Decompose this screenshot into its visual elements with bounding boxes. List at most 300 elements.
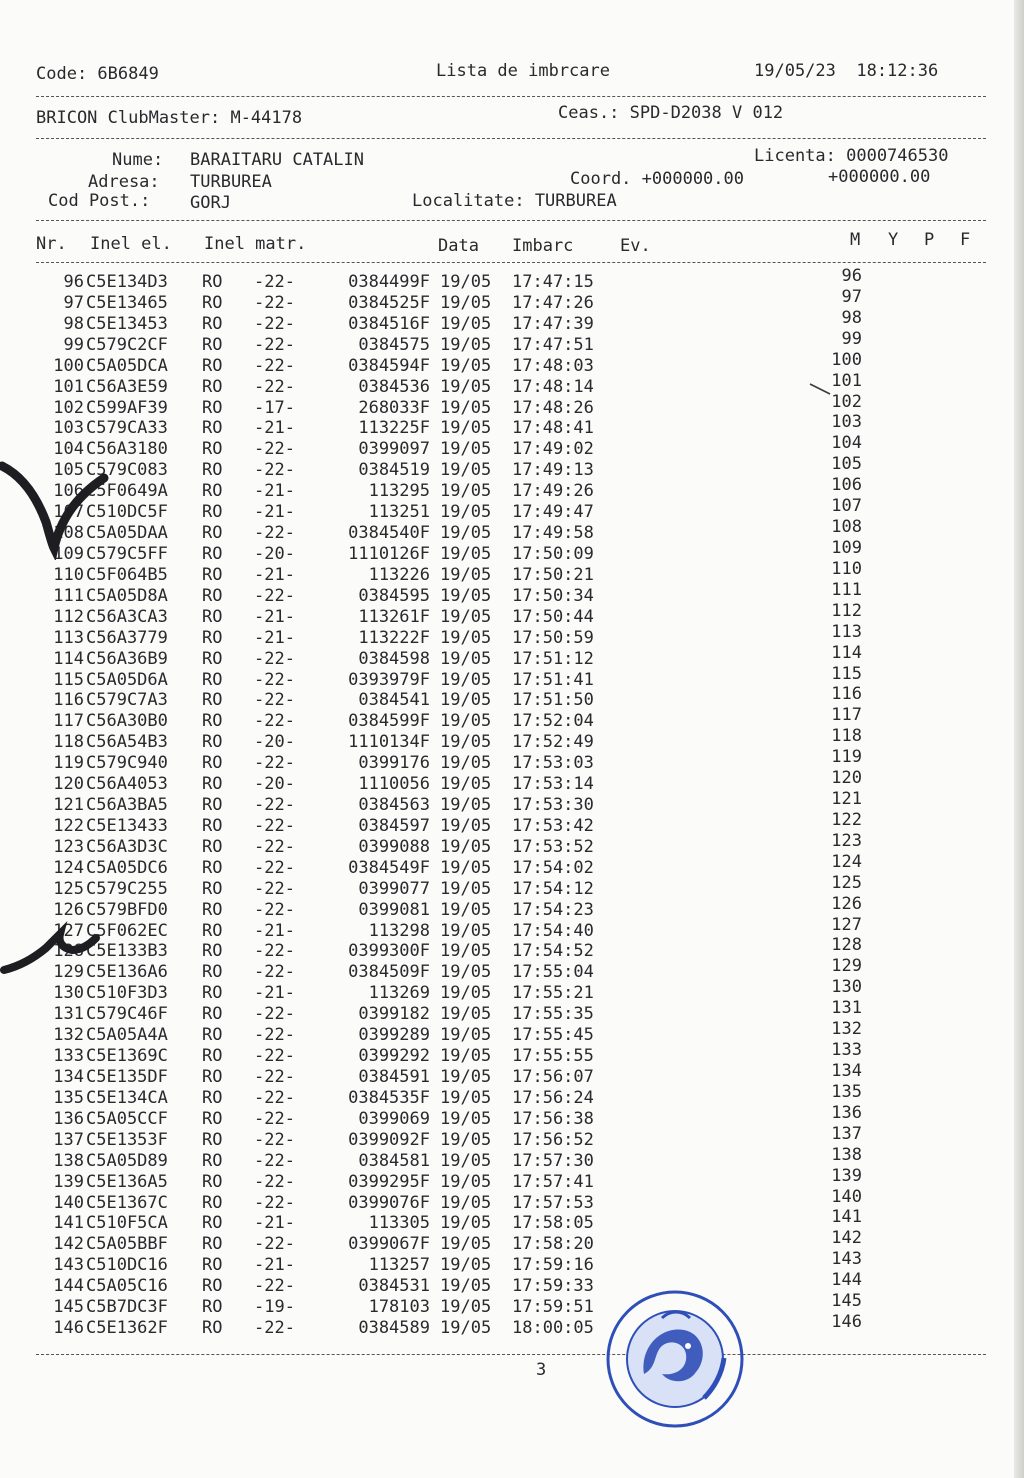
arrival-date: 19/05 bbox=[440, 1087, 492, 1108]
row-nr: 133 bbox=[53, 1046, 84, 1066]
row-nr: 144 bbox=[53, 1276, 84, 1297]
col-m: M bbox=[850, 230, 861, 250]
arrival-date: 19/05 bbox=[440, 564, 492, 585]
ring-electronic: C56A4053 bbox=[86, 774, 168, 795]
ring-electronic: C5A05DC6 bbox=[86, 857, 168, 878]
arrival-date: 19/05 bbox=[440, 376, 492, 397]
arrival-date: 19/05 bbox=[440, 774, 492, 795]
ring-serial: 0399097 bbox=[358, 439, 430, 460]
position-m: 108 bbox=[831, 517, 862, 537]
ring-country: RO bbox=[202, 857, 223, 878]
ring-country: RO bbox=[202, 1297, 223, 1318]
code-label: Code: 6B6849 bbox=[36, 64, 159, 84]
arrival-date: 19/05 bbox=[440, 1318, 492, 1338]
arrival-time: 17:54:02 bbox=[512, 857, 594, 878]
ring-serial: 0384589 bbox=[358, 1318, 430, 1338]
arrival-date: 19/05 bbox=[440, 815, 492, 836]
arrival-time: 17:57:41 bbox=[512, 1171, 594, 1192]
arrival-time: 17:48:41 bbox=[512, 418, 594, 439]
ring-serial: 0399289 bbox=[358, 1025, 430, 1046]
ring-year: -21- bbox=[254, 1255, 295, 1276]
arrival-time: 17:55:21 bbox=[512, 983, 594, 1004]
ring-year: -22- bbox=[254, 1108, 295, 1129]
col-inel-el: Inel el. bbox=[90, 234, 172, 254]
coordinates-second: +000000.00 bbox=[828, 167, 931, 187]
ring-electronic: C56A3E59 bbox=[86, 376, 168, 397]
position-m: 101 bbox=[831, 370, 862, 391]
position-m: 123 bbox=[831, 830, 862, 851]
page-number: 3 bbox=[536, 1360, 547, 1380]
ring-serial: 0399077 bbox=[358, 878, 430, 899]
ring-electronic: C5E1367C bbox=[86, 1192, 168, 1213]
ring-country: RO bbox=[202, 544, 223, 564]
position-m: 126 bbox=[831, 893, 862, 914]
ring-serial: 0384597 bbox=[358, 815, 430, 836]
arrival-time: 17:56:52 bbox=[512, 1129, 594, 1150]
position-m: 125 bbox=[831, 872, 862, 893]
ring-year: -22- bbox=[254, 376, 295, 397]
ring-year: -22- bbox=[254, 355, 295, 376]
ring-serial: 0384540F bbox=[348, 523, 430, 543]
ring-country: RO bbox=[202, 397, 223, 418]
arrival-date: 19/05 bbox=[440, 1129, 492, 1150]
ring-electronic: C5E134D3 bbox=[86, 272, 168, 292]
position-m: 99 bbox=[841, 328, 862, 349]
ring-year: -22- bbox=[254, 753, 295, 774]
col-data: Data bbox=[438, 236, 479, 256]
row-nr: 141 bbox=[53, 1213, 84, 1234]
ring-country: RO bbox=[202, 564, 223, 585]
ring-country: RO bbox=[202, 1150, 223, 1171]
row-nr: 112 bbox=[53, 606, 84, 627]
ring-country: RO bbox=[202, 627, 223, 648]
ring-country: RO bbox=[202, 1255, 223, 1276]
arrival-time: 17:53:03 bbox=[512, 753, 594, 774]
ring-electronic: C579BFD0 bbox=[86, 899, 168, 920]
ring-year: -22- bbox=[254, 1318, 295, 1338]
arrival-time: 17:53:42 bbox=[512, 815, 594, 836]
arrival-date: 19/05 bbox=[440, 334, 492, 355]
ring-serial: 0384549F bbox=[348, 857, 430, 878]
row-nr: 132 bbox=[53, 1025, 84, 1046]
arrival-date: 19/05 bbox=[440, 711, 492, 732]
ring-electronic: C5E133B3 bbox=[86, 941, 168, 962]
row-nr: 119 bbox=[53, 753, 84, 774]
arrival-time: 17:51:12 bbox=[512, 648, 594, 669]
ring-year: -20- bbox=[254, 732, 295, 753]
ring-year: -17- bbox=[254, 397, 295, 418]
ring-electronic: C5A05CCF bbox=[86, 1108, 168, 1129]
ring-country: RO bbox=[202, 732, 223, 753]
owner-name: BARAITARU CATALIN bbox=[190, 150, 364, 170]
ring-year: -22- bbox=[254, 1150, 295, 1171]
ring-serial: 0399069 bbox=[358, 1108, 430, 1129]
ring-country: RO bbox=[202, 313, 223, 334]
arrival-time: 17:50:21 bbox=[512, 564, 594, 585]
ring-country: RO bbox=[202, 878, 223, 899]
ring-year: -21- bbox=[254, 983, 295, 1004]
position-m: 146 bbox=[831, 1312, 862, 1332]
ring-electronic: C5E13465 bbox=[86, 292, 168, 313]
ring-electronic: C599AF39 bbox=[86, 397, 168, 418]
arrival-date: 19/05 bbox=[440, 795, 492, 815]
ring-year: -22- bbox=[254, 711, 295, 732]
arrival-date: 19/05 bbox=[440, 544, 492, 564]
arrival-date: 19/05 bbox=[440, 1150, 492, 1171]
ring-country: RO bbox=[202, 648, 223, 669]
position-m: 144 bbox=[831, 1270, 862, 1291]
row-nr: 129 bbox=[53, 962, 84, 983]
position-m: 119 bbox=[831, 747, 862, 768]
row-nr: 115 bbox=[53, 669, 84, 690]
position-m: 116 bbox=[831, 684, 862, 705]
row-nr: 101 bbox=[53, 376, 84, 397]
row-nr: 109 bbox=[53, 544, 84, 564]
ring-electronic: C5A05C16 bbox=[86, 1276, 168, 1297]
ring-electronic: C579CA33 bbox=[86, 418, 168, 439]
ring-year: -22- bbox=[254, 313, 295, 334]
ring-country: RO bbox=[202, 1213, 223, 1234]
row-nr: 116 bbox=[53, 690, 84, 711]
ring-year: -21- bbox=[254, 920, 295, 941]
row-nr: 96 bbox=[63, 272, 84, 292]
ring-serial: 268033F bbox=[358, 397, 430, 418]
arrival-date: 19/05 bbox=[440, 753, 492, 774]
ring-serial: 113295 bbox=[368, 481, 430, 502]
position-m: 118 bbox=[831, 726, 862, 747]
ring-electronic: C56A3BA5 bbox=[86, 795, 168, 815]
arrival-date: 19/05 bbox=[440, 481, 492, 502]
ring-country: RO bbox=[202, 899, 223, 920]
arrival-date: 19/05 bbox=[440, 606, 492, 627]
position-m: 133 bbox=[831, 1040, 862, 1060]
position-m: 137 bbox=[831, 1123, 862, 1144]
ring-electronic: C579C083 bbox=[86, 460, 168, 481]
ring-serial: 113257 bbox=[368, 1255, 430, 1276]
arrival-date: 19/05 bbox=[440, 502, 492, 523]
ring-serial: 0399295F bbox=[348, 1171, 430, 1192]
ring-country: RO bbox=[202, 941, 223, 962]
row-nr: 130 bbox=[53, 983, 84, 1004]
ring-country: RO bbox=[202, 481, 223, 502]
ring-serial: 0384509F bbox=[348, 962, 430, 983]
ring-serial: 0399182 bbox=[358, 1004, 430, 1025]
ring-electronic: C56A3CA3 bbox=[86, 606, 168, 627]
arrival-time: 17:56:07 bbox=[512, 1067, 594, 1087]
nume-label: Nume: bbox=[112, 150, 164, 170]
ring-year: -22- bbox=[254, 1025, 295, 1046]
table-row bbox=[0, 1312, 1000, 1339]
row-nr: 131 bbox=[53, 1004, 84, 1025]
adresa-label: Adresa: bbox=[88, 172, 160, 192]
ring-serial: 113261F bbox=[358, 606, 430, 627]
separator bbox=[36, 262, 986, 263]
position-m: 135 bbox=[831, 1081, 862, 1102]
row-nr: 126 bbox=[53, 899, 84, 920]
ring-year: -22- bbox=[254, 690, 295, 711]
ring-year: -22- bbox=[254, 1171, 295, 1192]
arrival-date: 19/05 bbox=[440, 292, 492, 313]
arrival-date: 19/05 bbox=[440, 1213, 492, 1234]
ring-serial: 0384535F bbox=[348, 1087, 430, 1108]
col-f: F bbox=[960, 230, 971, 250]
ring-country: RO bbox=[202, 983, 223, 1004]
arrival-date: 19/05 bbox=[440, 313, 492, 334]
arrival-time: 17:54:52 bbox=[512, 941, 594, 962]
row-nr: 138 bbox=[53, 1150, 84, 1171]
ring-serial: 0399092F bbox=[348, 1129, 430, 1150]
ring-serial: 0399300F bbox=[348, 941, 430, 962]
ring-electronic: C5B7DC3F bbox=[86, 1297, 168, 1318]
row-nr: 118 bbox=[53, 732, 84, 753]
ring-serial: 113269 bbox=[368, 983, 430, 1004]
ring-serial: 1110126F bbox=[348, 544, 430, 564]
ring-year: -22- bbox=[254, 460, 295, 481]
ring-serial: 0399081 bbox=[358, 899, 430, 920]
ring-country: RO bbox=[202, 502, 223, 523]
row-nr: 104 bbox=[53, 439, 84, 460]
tick-mark-icon bbox=[0, 460, 110, 560]
arrival-date: 19/05 bbox=[440, 836, 492, 857]
ring-electronic: C5F0649A bbox=[86, 481, 168, 502]
ring-serial: 0384519 bbox=[358, 460, 430, 481]
ring-year: -21- bbox=[254, 606, 295, 627]
separator bbox=[36, 96, 986, 97]
ring-country: RO bbox=[202, 690, 223, 711]
row-nr: 97 bbox=[63, 292, 84, 313]
arrival-time: 17:53:52 bbox=[512, 836, 594, 857]
arrival-date: 19/05 bbox=[440, 1067, 492, 1087]
ring-year: -22- bbox=[254, 585, 295, 606]
row-nr: 114 bbox=[53, 648, 84, 669]
ring-year: -22- bbox=[254, 962, 295, 983]
arrival-date: 19/05 bbox=[440, 272, 492, 292]
position-m: 106 bbox=[831, 475, 862, 496]
ring-year: -22- bbox=[254, 1046, 295, 1066]
ring-year: -22- bbox=[254, 857, 295, 878]
ring-country: RO bbox=[202, 418, 223, 439]
arrival-date: 19/05 bbox=[440, 1171, 492, 1192]
arrival-time: 17:48:03 bbox=[512, 355, 594, 376]
col-p: P bbox=[924, 230, 935, 250]
ring-serial: 0384541 bbox=[358, 690, 430, 711]
arrival-time: 17:59:51 bbox=[512, 1297, 594, 1318]
ring-country: RO bbox=[202, 376, 223, 397]
arrival-date: 19/05 bbox=[440, 962, 492, 983]
arrival-date: 19/05 bbox=[440, 1108, 492, 1129]
ring-country: RO bbox=[202, 523, 223, 543]
ring-year: -22- bbox=[254, 523, 295, 543]
ring-electronic: C5A05A4A bbox=[86, 1025, 168, 1046]
ring-electronic: C56A30B0 bbox=[86, 711, 168, 732]
ring-electronic: C5F062EC bbox=[86, 920, 168, 941]
position-m: 103 bbox=[831, 412, 862, 433]
ring-electronic: C5E136A6 bbox=[86, 962, 168, 983]
ring-serial: 0384531 bbox=[358, 1276, 430, 1297]
ring-country: RO bbox=[202, 1192, 223, 1213]
position-m: 121 bbox=[831, 789, 862, 809]
arrival-date: 19/05 bbox=[440, 920, 492, 941]
position-m: 102 bbox=[831, 391, 862, 412]
ring-year: -20- bbox=[254, 774, 295, 795]
arrival-date: 19/05 bbox=[440, 523, 492, 543]
ring-electronic: C5A05DCA bbox=[86, 355, 168, 376]
position-m: 124 bbox=[831, 851, 862, 872]
ring-country: RO bbox=[202, 962, 223, 983]
ring-electronic: C56A36B9 bbox=[86, 648, 168, 669]
ring-country: RO bbox=[202, 1318, 223, 1338]
position-m: 97 bbox=[841, 286, 862, 307]
arrival-date: 19/05 bbox=[440, 460, 492, 481]
club-stamp-icon bbox=[604, 1288, 746, 1430]
col-nr: Nr. bbox=[36, 234, 67, 254]
ring-serial: 0384591 bbox=[358, 1067, 430, 1087]
arrival-date: 19/05 bbox=[440, 355, 492, 376]
arrival-date: 19/05 bbox=[440, 397, 492, 418]
ring-serial: 0384575 bbox=[358, 334, 430, 355]
codpost-label: Cod Post.: bbox=[48, 191, 151, 211]
ring-country: RO bbox=[202, 460, 223, 481]
ring-serial: 0399088 bbox=[358, 836, 430, 857]
arrival-time: 17:55:04 bbox=[512, 962, 594, 983]
row-nr: 111 bbox=[53, 585, 84, 606]
separator bbox=[36, 138, 986, 139]
ring-year: -21- bbox=[254, 502, 295, 523]
arrival-date: 19/05 bbox=[440, 1255, 492, 1276]
arrival-date: 19/05 bbox=[440, 1234, 492, 1255]
ring-year: -22- bbox=[254, 836, 295, 857]
arrival-time: 17:48:26 bbox=[512, 397, 594, 418]
ring-year: -21- bbox=[254, 1213, 295, 1234]
ring-country: RO bbox=[202, 355, 223, 376]
position-m: 130 bbox=[831, 977, 862, 998]
arrival-time: 17:57:53 bbox=[512, 1192, 594, 1213]
ring-serial: 113222F bbox=[358, 627, 430, 648]
arrival-time: 17:54:23 bbox=[512, 899, 594, 920]
position-m: 138 bbox=[831, 1144, 862, 1165]
row-nr: 125 bbox=[53, 878, 84, 899]
ring-year: -22- bbox=[254, 1192, 295, 1213]
col-y: Y bbox=[888, 230, 899, 250]
position-m: 122 bbox=[831, 809, 862, 830]
arrival-time: 17:50:34 bbox=[512, 585, 594, 606]
arrival-time: 17:47:26 bbox=[512, 292, 594, 313]
position-m: 134 bbox=[831, 1061, 862, 1081]
ring-year: -22- bbox=[254, 815, 295, 836]
ring-year: -21- bbox=[254, 627, 295, 648]
ring-electronic: C56A3D3C bbox=[86, 836, 168, 857]
ring-electronic: C5A05D89 bbox=[86, 1150, 168, 1171]
row-nr: 123 bbox=[53, 836, 84, 857]
ring-electronic: C579C5FF bbox=[86, 544, 168, 564]
row-nr: 146 bbox=[53, 1318, 84, 1338]
ring-serial: 0384563 bbox=[358, 795, 430, 815]
ring-year: -21- bbox=[254, 418, 295, 439]
arrival-time: 17:50:44 bbox=[512, 606, 594, 627]
position-m: 113 bbox=[831, 621, 862, 642]
arrival-time: 17:58:20 bbox=[512, 1234, 594, 1255]
ring-country: RO bbox=[202, 334, 223, 355]
arrival-date: 19/05 bbox=[440, 1046, 492, 1066]
arrival-time: 17:55:45 bbox=[512, 1025, 594, 1046]
ring-country: RO bbox=[202, 272, 223, 292]
ring-country: RO bbox=[202, 815, 223, 836]
license-number: Licenta: 0000746530 bbox=[754, 146, 949, 166]
position-m: 112 bbox=[831, 600, 862, 621]
ring-year: -20- bbox=[254, 544, 295, 564]
ring-country: RO bbox=[202, 1234, 223, 1255]
arrival-time: 17:55:35 bbox=[512, 1004, 594, 1025]
ring-electronic: C579C7A3 bbox=[86, 690, 168, 711]
postal-code: GORJ bbox=[190, 193, 231, 213]
ring-serial: 113298 bbox=[368, 920, 430, 941]
ring-country: RO bbox=[202, 292, 223, 313]
ring-country: RO bbox=[202, 1067, 223, 1087]
position-m: 132 bbox=[831, 1019, 862, 1040]
tick-mark-icon bbox=[0, 920, 100, 980]
ring-electronic: C5E134CA bbox=[86, 1087, 168, 1108]
arrival-time: 17:50:09 bbox=[512, 544, 594, 564]
ring-electronic: C5F064B5 bbox=[86, 564, 168, 585]
row-nr: 139 bbox=[53, 1171, 84, 1192]
ring-country: RO bbox=[202, 585, 223, 606]
arrival-date: 19/05 bbox=[440, 941, 492, 962]
ring-year: -22- bbox=[254, 1087, 295, 1108]
arrival-date: 19/05 bbox=[440, 1297, 492, 1318]
position-m: 110 bbox=[831, 558, 862, 579]
ring-country: RO bbox=[202, 669, 223, 690]
position-m: 111 bbox=[831, 579, 862, 600]
col-inel-matr: Inel matr. bbox=[204, 234, 307, 254]
arrival-time: 17:54:40 bbox=[512, 920, 594, 941]
arrival-time: 17:51:41 bbox=[512, 669, 594, 690]
ring-electronic: C5E135DF bbox=[86, 1067, 168, 1087]
ring-electronic: C5E1362F bbox=[86, 1318, 168, 1338]
arrival-date: 19/05 bbox=[440, 899, 492, 920]
arrival-time: 17:48:14 bbox=[512, 376, 594, 397]
arrival-date: 19/05 bbox=[440, 418, 492, 439]
position-m: 96 bbox=[841, 266, 862, 286]
position-m: 120 bbox=[831, 768, 862, 789]
ring-year: -22- bbox=[254, 292, 295, 313]
ring-electronic: C510F5CA bbox=[86, 1213, 168, 1234]
ring-year: -21- bbox=[254, 481, 295, 502]
arrival-date: 19/05 bbox=[440, 1276, 492, 1297]
row-nr: 135 bbox=[53, 1087, 84, 1108]
ring-country: RO bbox=[202, 1046, 223, 1066]
row-nr: 105 bbox=[53, 460, 84, 481]
position-m: 104 bbox=[831, 433, 862, 454]
owner-address: TURBUREA bbox=[190, 172, 272, 192]
row-nr: 137 bbox=[53, 1129, 84, 1150]
position-m: 145 bbox=[831, 1291, 862, 1312]
ring-year: -22- bbox=[254, 439, 295, 460]
arrival-time: 17:53:14 bbox=[512, 774, 594, 795]
ring-serial: 0399067F bbox=[348, 1234, 430, 1255]
ring-electronic: C5A05D8A bbox=[86, 585, 168, 606]
ring-serial: 0399292 bbox=[358, 1046, 430, 1066]
row-nr: 102 bbox=[53, 397, 84, 418]
ring-electronic: C579C255 bbox=[86, 878, 168, 899]
ring-serial: 0399176 bbox=[358, 753, 430, 774]
position-m: 131 bbox=[831, 998, 862, 1019]
ring-serial: 178103 bbox=[368, 1297, 430, 1318]
arrival-time: 17:56:38 bbox=[512, 1108, 594, 1129]
position-m: 139 bbox=[831, 1165, 862, 1186]
arrival-time: 18:00:05 bbox=[512, 1318, 594, 1338]
ring-electronic: C5E13433 bbox=[86, 815, 168, 836]
arrival-time: 17:59:33 bbox=[512, 1276, 594, 1297]
